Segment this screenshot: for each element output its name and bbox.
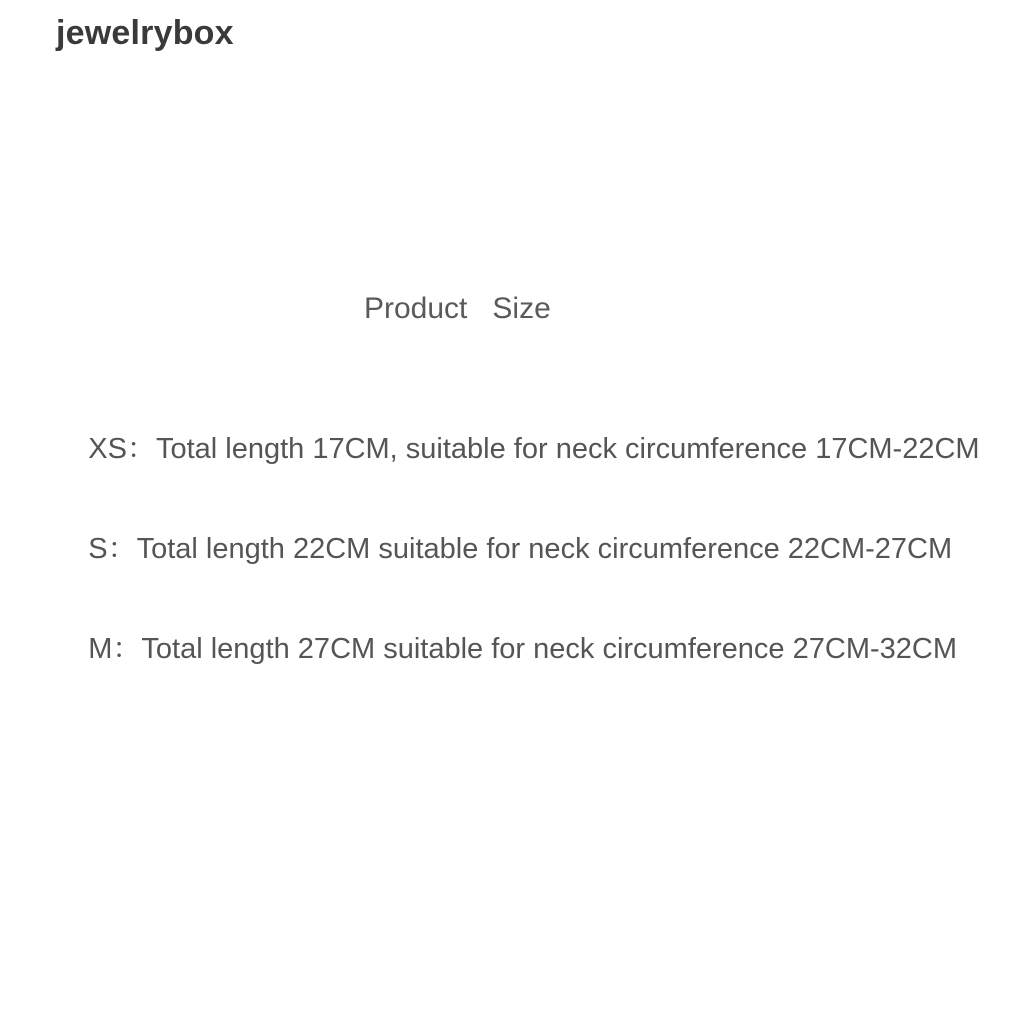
- size-separator: ：: [126, 433, 156, 465]
- watermark-brand: jewelrybox: [56, 14, 234, 52]
- size-description: Total length 27CM suitable for neck circumference 27CM-32CM: [141, 633, 957, 665]
- size-code: S: [88, 533, 108, 565]
- size-separator: ：: [107, 533, 137, 565]
- size-code: M: [88, 633, 113, 665]
- size-row-s: [56, 492, 980, 592]
- size-list: [56, 392, 980, 692]
- size-row-m: [56, 592, 980, 692]
- size-code: XS: [88, 433, 127, 465]
- size-row-xs: [56, 392, 980, 492]
- size-separator: ：: [112, 633, 142, 665]
- product-size-title: Product Size: [364, 292, 551, 325]
- size-description: Total length 17CM, suitable for neck circumference 17CM-22CM: [155, 433, 980, 465]
- size-description: Total length 22CM suitable for neck circumference 22CM-27CM: [136, 533, 953, 565]
